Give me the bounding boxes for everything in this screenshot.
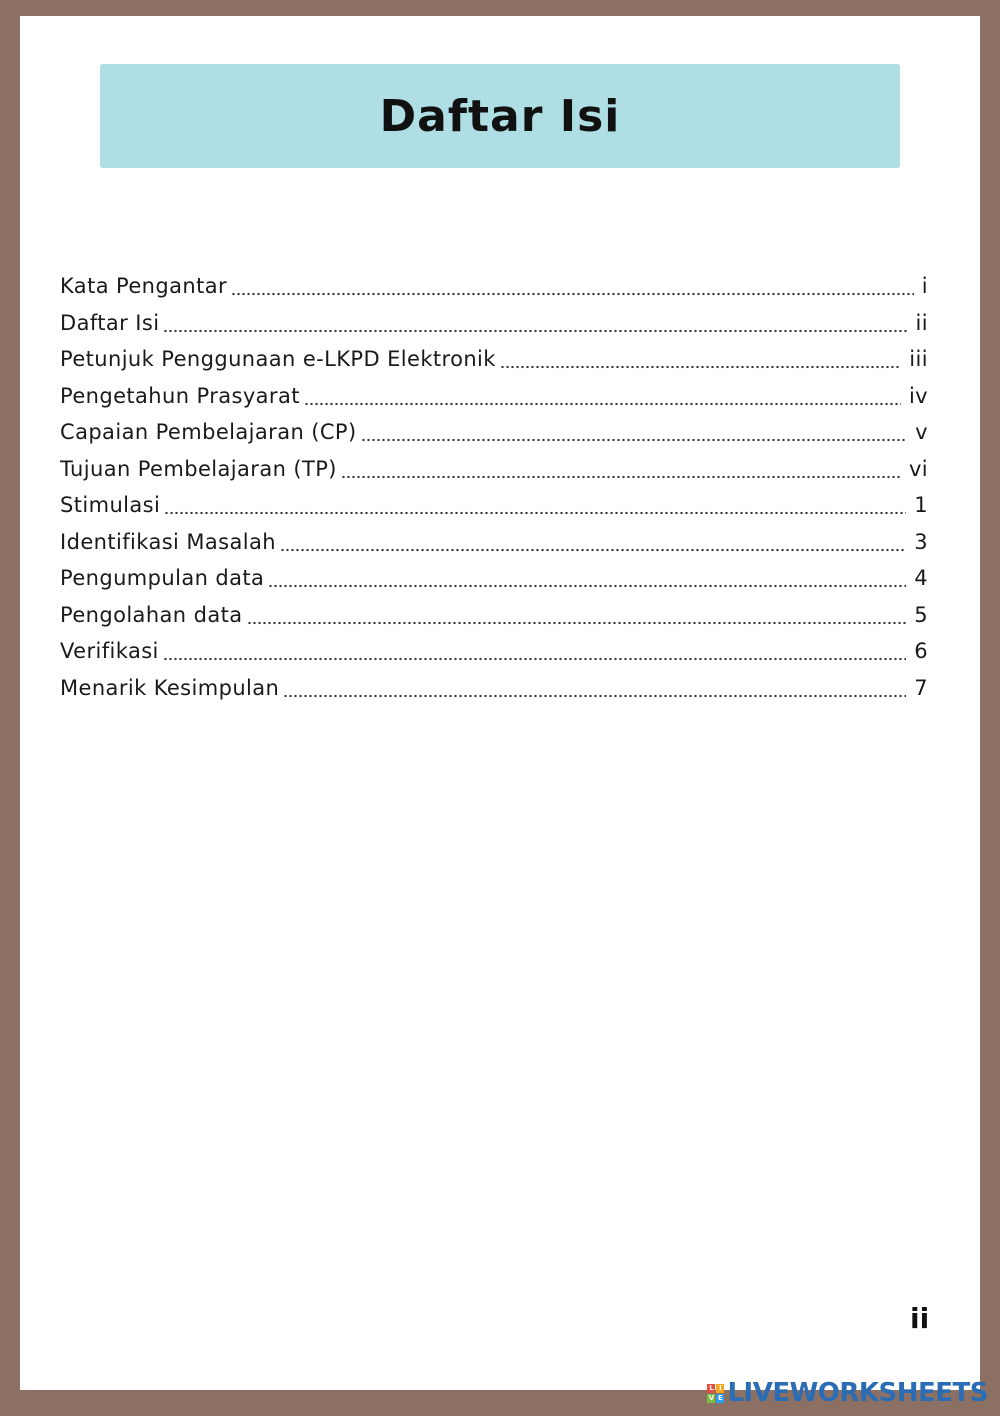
toc-entry-label: Stimulasi xyxy=(60,493,161,517)
toc-entry-label: Pengumpulan data xyxy=(60,566,265,590)
page-title: Daftar Isi xyxy=(379,90,621,142)
toc-entry-label: Kata Pengantar xyxy=(60,274,228,298)
logo-tile: E xyxy=(718,1393,723,1402)
toc-dot-leader xyxy=(500,352,901,369)
toc-entry xyxy=(60,633,940,670)
toc-entry-page: i xyxy=(921,274,928,298)
document-page xyxy=(20,16,980,1390)
toc-entry-page: vi xyxy=(908,456,928,481)
toc-dot-leader xyxy=(361,425,908,442)
toc-entry-page: iii xyxy=(909,347,928,371)
logo-tile: V xyxy=(708,1393,715,1402)
toc-entry-page: 4 xyxy=(914,566,928,590)
toc-entry xyxy=(60,487,940,524)
logo-tile: L xyxy=(709,1383,714,1392)
toc-entry-label: Pengolahan data xyxy=(60,602,243,627)
toc-entry-label: Identifikasi Masalah xyxy=(60,529,276,554)
toc-entry-page: iv xyxy=(908,383,928,408)
toc-entry xyxy=(60,305,940,342)
toc-dot-leader xyxy=(341,462,901,479)
toc-dot-leader xyxy=(164,498,906,515)
toc-entry-page: 7 xyxy=(914,675,928,700)
toc-entry-page: 1 xyxy=(914,493,928,517)
toc-entry xyxy=(60,451,940,488)
toc-entry-page: 6 xyxy=(914,639,928,663)
toc-dot-leader xyxy=(231,279,914,296)
toc-entry xyxy=(60,268,940,305)
toc-entry-page: v xyxy=(915,420,928,444)
toc-dot-leader xyxy=(163,644,906,661)
toc-entry-label: Verifikasi xyxy=(60,639,159,663)
toc-entry-page: 5 xyxy=(914,602,928,627)
toc-entry xyxy=(60,378,940,415)
toc-entry-page: 3 xyxy=(914,529,928,554)
toc-entry-page: ii xyxy=(915,310,928,335)
toc-entry-label: Petunjuk Penggunaan e-LKPD Elektronik xyxy=(60,347,496,371)
toc-entry xyxy=(60,597,940,634)
toc-dot-leader xyxy=(280,535,906,552)
toc-entry-label: Tujuan Pembelajaran (TP) xyxy=(60,456,337,481)
table-of-contents xyxy=(60,268,940,706)
page-number: ii xyxy=(910,1302,930,1335)
watermark-text: LIVEWORKSHEETS xyxy=(727,1378,988,1408)
toc-entry xyxy=(60,670,940,707)
toc-entry xyxy=(60,341,940,378)
title-banner xyxy=(100,64,900,168)
toc-dot-leader xyxy=(283,681,906,698)
liveworksheets-watermark xyxy=(707,1378,988,1408)
toc-dot-leader xyxy=(268,571,906,588)
toc-dot-leader xyxy=(304,389,901,406)
toc-dot-leader xyxy=(247,608,907,625)
toc-entry xyxy=(60,560,940,597)
toc-entry xyxy=(60,414,940,451)
toc-entry-label: Pengetahun Prasyarat xyxy=(60,383,300,408)
toc-entry-label: Menarik Kesimpulan xyxy=(60,675,280,700)
toc-entry-label: Capaian Pembelajaran (CP) xyxy=(60,420,357,444)
toc-entry-label: Daftar Isi xyxy=(60,310,160,335)
logo-tile: I xyxy=(716,1384,724,1393)
toc-entry xyxy=(60,524,940,561)
toc-dot-leader xyxy=(163,316,907,333)
liveworksheets-logo-icon xyxy=(707,1384,724,1403)
